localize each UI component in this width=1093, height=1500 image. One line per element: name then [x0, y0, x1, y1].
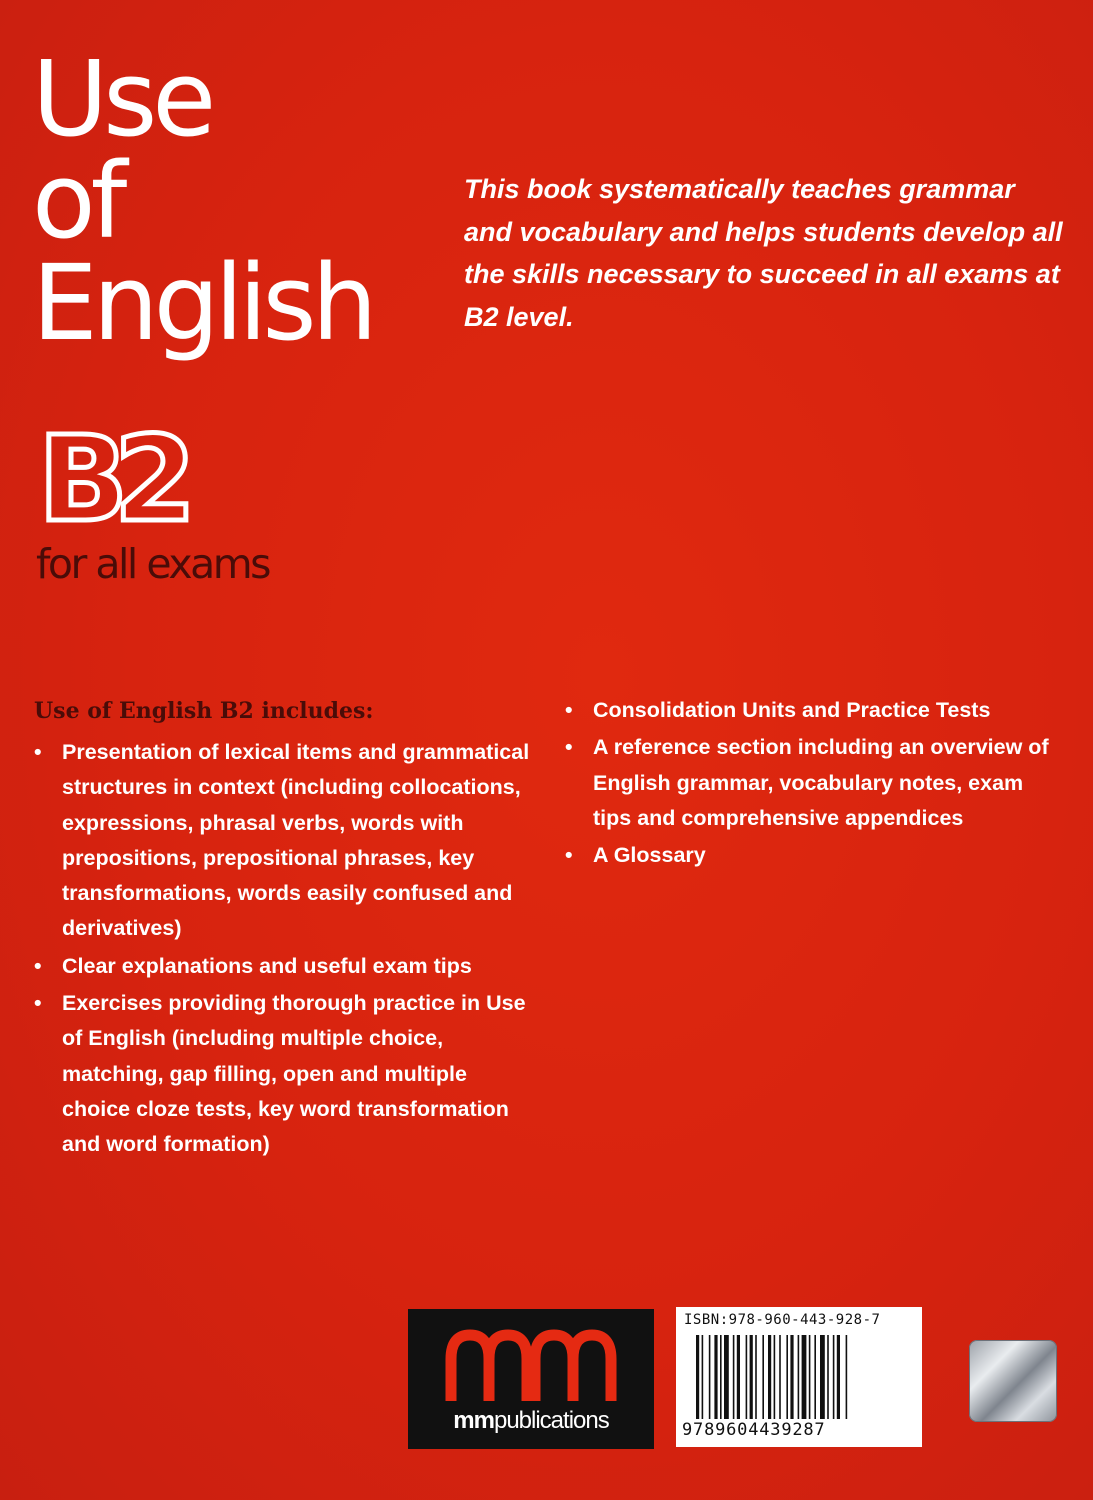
barcode-bar	[768, 1335, 771, 1419]
list-item	[34, 735, 534, 947]
list-item-text: Clear explanations and useful exam tips	[62, 953, 472, 978]
barcode-bar	[790, 1335, 793, 1419]
barcode-bar	[833, 1335, 835, 1419]
barcode-bar	[733, 1335, 735, 1419]
barcode-bar	[762, 1335, 764, 1419]
barcode-bars	[696, 1335, 902, 1419]
barcode-bar	[774, 1335, 776, 1419]
publisher-name	[408, 1407, 654, 1435]
barcode-bar	[709, 1335, 711, 1419]
publisher-logo-box	[408, 1309, 654, 1449]
mm-book-logo-icon	[445, 1327, 617, 1401]
book-title	[32, 38, 373, 364]
barcode-bar	[802, 1335, 807, 1419]
barcode-bar	[827, 1335, 829, 1419]
includes-heading: Use of English B2 includes:	[34, 698, 374, 724]
isbn-barcode	[676, 1307, 922, 1447]
list-item-text: A reference section including an overview of English grammar, vocabulary notes, exam tips and comprehensive appendices	[593, 735, 1049, 830]
barcode-bar	[820, 1335, 825, 1419]
barcode-bar	[846, 1335, 848, 1419]
barcode-bar	[779, 1335, 781, 1419]
barcode-bar	[724, 1335, 729, 1419]
publisher-name-rest: publications	[493, 1407, 609, 1434]
includes-list-right	[565, 693, 1065, 875]
publisher-name-bold: mm	[453, 1407, 494, 1434]
list-item-text: Consolidation Units and Practice Tests	[593, 698, 991, 722]
level-badge: B2	[38, 410, 183, 548]
barcode-bar	[755, 1335, 757, 1419]
barcode-bar	[750, 1335, 753, 1419]
list-item	[34, 949, 534, 984]
list-item	[565, 838, 1065, 873]
list-item-text: Exercises providing thorough practice in Use of English (including multiple choice, matching, gap filling, open and multiple choice cloze tests, key word transformation and word formation)	[62, 991, 526, 1157]
title-line-1: Use	[32, 38, 212, 160]
list-item-text: A Glossary	[593, 843, 706, 868]
barcode-bar	[798, 1335, 800, 1419]
list-item	[565, 730, 1065, 836]
barcode-bar	[737, 1335, 740, 1419]
barcode-bar	[702, 1335, 704, 1419]
list-item	[565, 693, 1065, 728]
barcode-digits: 9789604439287	[682, 1420, 826, 1440]
hologram-sticker	[969, 1340, 1057, 1422]
barcode-bar	[814, 1335, 816, 1419]
list-item-text: Presentation of lexical items and grammatical structures in context (including collocations, expressions, phrasal verbs, words with prepositions, prepositional phrases, key transformations, words easily confused and derivatives)	[62, 740, 530, 941]
bullet-icon: •	[565, 698, 573, 722]
barcode-bar	[696, 1335, 699, 1419]
bullet-icon: •	[565, 735, 573, 760]
list-item	[34, 986, 534, 1162]
title-line-3: English	[32, 242, 373, 364]
barcode-bar	[809, 1335, 811, 1419]
title-line-2: of	[32, 140, 123, 262]
includes-list-left	[34, 735, 534, 1165]
bullet-icon: •	[34, 991, 42, 1016]
barcode-bar	[837, 1335, 840, 1419]
subtitle: for all exams	[36, 540, 270, 588]
barcode-bar	[714, 1335, 717, 1419]
bullet-icon: •	[34, 953, 42, 978]
barcode-bar	[786, 1335, 788, 1419]
isbn-label: ISBN:978-960-443-928-7	[684, 1312, 881, 1328]
barcode-bar	[746, 1335, 748, 1419]
bullet-icon: •	[34, 740, 42, 764]
barcode-bar	[720, 1335, 722, 1419]
bullet-icon: •	[565, 843, 573, 868]
book-blurb: This book systematically teaches grammar and vocabulary and helps students develop all the skills necessary to succeed in all exams at B2 level.	[464, 174, 1063, 332]
